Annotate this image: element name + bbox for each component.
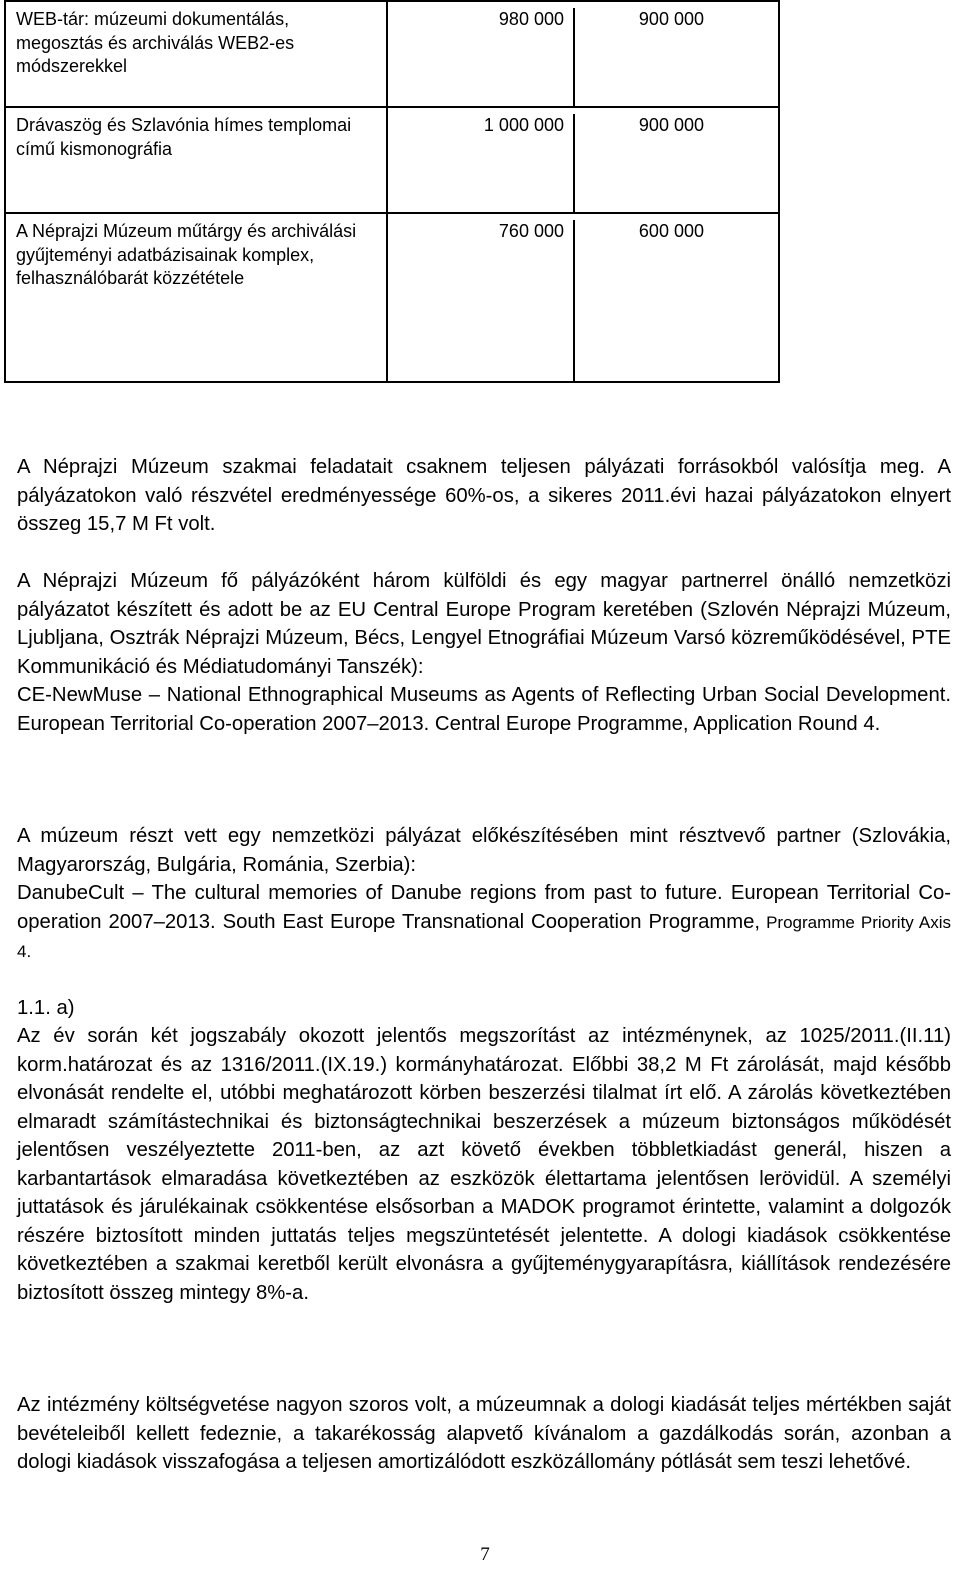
paragraph-budget-constraints: Az intézmény költségvetése nagyon szoros volt, a múzeumnak a dologi kiadását teljes mértékben saját bevételeiből kellett fedeznie, a takarékosság alapvető kívánalom a gazdálkodás során, azonban a dologi kiadások visszafogása a teljesen amortizálódott eszközállomány pótlását sem teszi lehetővé. — [17, 1394, 951, 1473]
paragraph-cenewmuse-title: CE-NewMuse – National Ethnographical Museums as Agents of Reflecting Urban Social Development. European Territorial Co-operation 2007–2013. Central Europe Programme, Application Round 4. — [17, 684, 951, 735]
page-number: 7 — [480, 1544, 490, 1565]
paragraph-cenewmuse-intro: A Néprajzi Múzeum fő pályázóként három külföldi és egy magyar partnerrel önálló nemzetközi pályázatot készített és adott be az EU Central Europe Program keretében (Szlovén Néprajzi Múzeum, Ljubljana, Osztrák Néprajzi Múzeum, Bécs, Lengyel Etnográfiai Múzeum Varsó közreműködésével, PTE Kommunikáció és Médiatudományi Tanszék): — [17, 570, 951, 678]
project-name: WEB-tár: múzeumi dokumentálás, megosztás és archiválás WEB2-es módszerekkel — [5, 1, 387, 107]
requested-amount: 760 000 — [498, 221, 564, 241]
paragraph-danubecult — [17, 822, 951, 967]
requested-amount: 980 000 — [498, 9, 564, 29]
paragraph-budget-cuts: Az év során két jogszabály okozott jelentős megszorítást az intézménynek, az 1025/2011.(II.11) korm.határozat és az 1316/2011.(IX.19.) kormányhatározat. Előbbi 38,2 M Ft zárolását, majd később elvonását rendelte el, utóbbi meghatározott körben beszerzési tilalmat írt elő. A zárolás következtében elmaradt számítástechnikai és biztonságtechnikai beszerzések a múzeum biztonságos működését jelentősen veszélyeztette 2011-ben, az azt követő években többletkiadást generál, hiszen a karbantartások elmaradása következtében az eszközök élettartama jelentősen lerövidül. A személyi juttatások és járulékainak csökkentése elsősorban a MADOK programot érintette, valamint a dolgozók részére biztosított minden juttatás teljes megszüntetését jelentette. A dologi kiadások csökkentése következtében a szakmai keretből került elvonásra a gyűjteménygyarapításra, kiállítások rendezésére biztosított összeg mintegy 8%-a. — [17, 1025, 951, 1304]
paragraph-danubecult-intro: A múzeum részt vett egy nemzetközi pályázat előkészítésében mint résztvevő partner (Szlovákia, Magyarország, Bulgária, Románia, Szerbia): — [17, 825, 951, 876]
awarded-amount: 900 000 — [638, 115, 704, 135]
awarded-amount: 900 000 — [638, 9, 704, 29]
project-name: A Néprajzi Múzeum műtárgy és archiválási gyűjteményi adatbázisainak komplex, felhasználóbarát közzététele — [5, 213, 387, 382]
priority-axis: Programme Priority Axis 4. — [17, 912, 951, 961]
awarded-amount: 600 000 — [638, 221, 704, 241]
requested-amount: 1 000 000 — [483, 115, 564, 135]
project-name: Drávaszög és Szlavónia hímes templomai című kismonográfia — [5, 107, 387, 213]
paragraph-funding-summary: A Néprajzi Múzeum szakmai feladatait csaknem teljesen pályázati forrásokból valósítja meg. A pályázatokon való részvétel eredményessége 60%-os, a sikeres 2011.évi hazai pályázatokon elnyert összeg 15,7 M Ft volt. — [17, 456, 951, 535]
section-heading: 1.1. a) — [17, 997, 75, 1019]
paragraph-danubecult-title: DanubeCult – The cultural memories of Danube regions from past to future. European Territorial Co-operation 2007–2013. South East Europe Transnational Cooperation Programme, — [17, 882, 951, 933]
table-row — [5, 213, 779, 382]
table-row — [5, 1, 779, 107]
paragraph-cenewmuse — [17, 567, 951, 738]
table-row — [5, 107, 779, 213]
funding-table — [4, 0, 780, 383]
